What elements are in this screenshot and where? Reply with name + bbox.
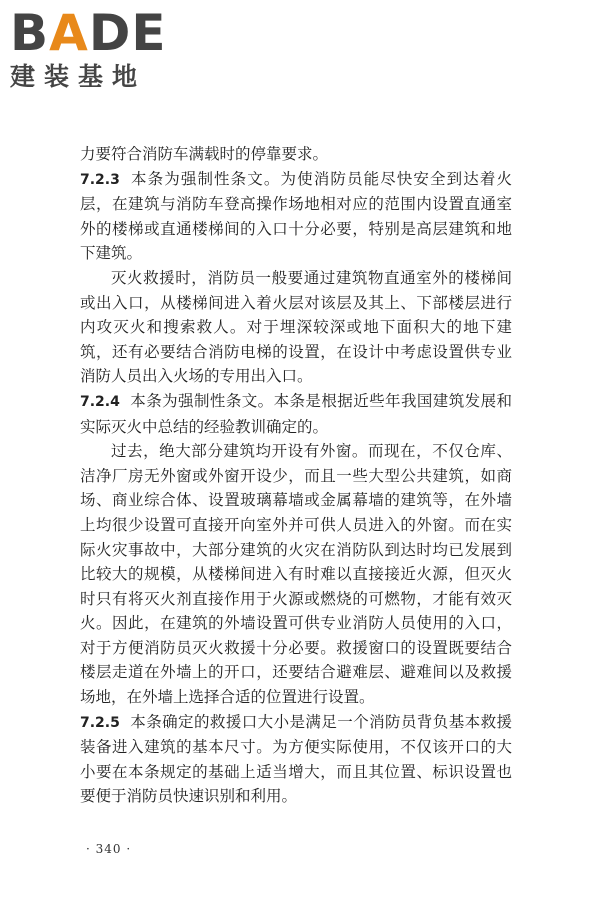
bade-logo xyxy=(10,6,180,92)
page-number: · 340 · xyxy=(86,842,132,856)
paragraph-continuation xyxy=(80,142,512,167)
document-body xyxy=(80,142,512,809)
clause-number: 7.2.4 xyxy=(80,393,120,410)
paragraph-text: 灭火救援时，消防员一般要通过建筑物直通室外的楼梯间或出入口，从楼梯间进入着火层对该层及其上、下部楼层进行内攻灭火和搜索救人。对于埋深较深或地下面积大的地下建筑，还有必要结合消防电梯的设置，在设计中考虑设置供专业消防人员出入火场的专用出入口。 xyxy=(80,268,512,386)
logo-wordmark xyxy=(10,6,180,60)
paragraph-7-2-3-explanation xyxy=(80,266,512,389)
clause-number: 7.2.5 xyxy=(80,714,120,731)
paragraph-text: 本条确定的救援口大小是满足一个消防员背负基本救援装备进入建筑的基本尺寸。为方便实际使用，不仅该开口的大小要在本条规定的基础上适当增大，而且其位置、标识设置也要便于消防员快速识别和利用。 xyxy=(80,712,512,806)
logo-letter-b: B xyxy=(10,4,50,62)
paragraph-clause-7-2-4 xyxy=(80,389,512,439)
paragraph-text: 过去，绝大部分建筑均开设有外窗。而现在，不仅仓库、洁净厂房无外窗或外窗开设少，而且一些大型公共建筑，如商场、商业综合体、设置玻璃幕墙或金属幕墙的建筑等，在外墙上均很少设置可直接开向室外并可供人员进入的外窗。而在实际火灾事故中，大部分建筑的火灾在消防队到达时均已发展到比较大的规模，从楼梯间进入有时难以直接接近火源，但灭火时只有将灭火剂直接作用于火源或燃烧的可燃物，才能有效灭火。因此，在建筑的外墙设置可供专业消防人员使用的入口，对于方便消防员灭火救援十分必要。救援窗口的设置既要结合楼层走道在外墙上的开口，还要结合避难层、避难间以及救援场地，在外墙上选择合适的位置进行设置。 xyxy=(80,442,512,707)
paragraph-7-2-4-explanation xyxy=(80,439,512,710)
paragraph-text: 力要符合消防车满载时的停靠要求。 xyxy=(80,145,329,163)
paragraph-text: 本条为强制性条文。本条是根据近些年我国建筑发展和实际灭火中总结的经验教训确定的。 xyxy=(80,391,512,436)
logo-letters-de: DE xyxy=(88,4,167,62)
logo-chinese-name: 建装基地 xyxy=(10,62,147,91)
paragraph-clause-7-2-5 xyxy=(80,710,512,809)
clause-number: 7.2.3 xyxy=(80,171,120,188)
paragraph-text: 本条为强制性条文。为使消防员能尽快安全到达着火层，在建筑与消防车登高操作场地相对应的范围内设置直通室外的楼梯或直通楼梯间的入口十分必要，特别是高层建筑和地下建筑。 xyxy=(80,169,512,263)
paragraph-clause-7-2-3 xyxy=(80,167,512,266)
logo-letter-a: A xyxy=(49,4,89,62)
